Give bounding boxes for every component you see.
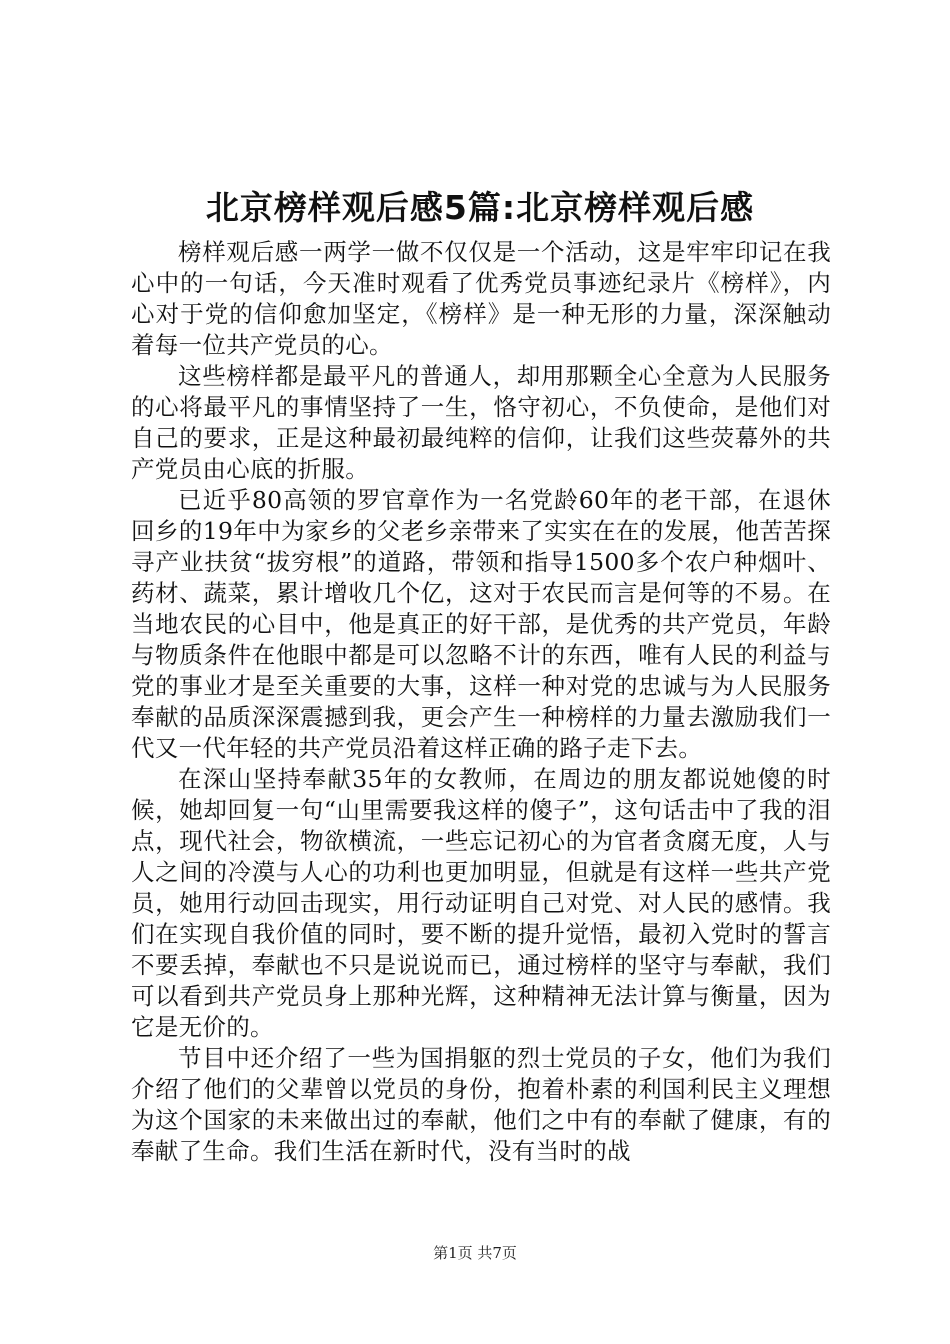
paragraph-1: 榜样观后感一两学一做不仅仅是一个活动，这是牢牢印记在我心中的一句话，今天准时观看了优秀党员事迹纪录片《榜样》，内心对于党的信仰愈加坚定，《榜样》是一种无形的力量，深深触动着每一位共产党员的心。 [131, 238, 831, 359]
document-body [131, 237, 831, 1167]
document-title: 北京榜样观后感5篇:北京榜样观后感 [205, 188, 755, 227]
paragraph-3: 已近乎80高领的罗官章作为一名党龄60年的老干部，在退休回乡的19年中为家乡的父老乡亲带来了实实在在的发展，他苦苦探寻产业扶贫“拔穷根”的道路，带领和指导1500多个农户种烟叶、药材、蔬菜，累计增收几个亿，这对于农民而言是何等的不易。在当地农民的心目中，他是真正的好干部，是优秀的共产党员，年龄与物质条件在他眼中都是可以忽略不计的东西，唯有人民的利益与党的事业才是至关重要的大事，这样一种对党的忠诚与为人民服务奉献的品质深深震撼到我，更会产生一种榜样的力量去激励我们一代又一代年轻的共产党员沿着这样正确的路子走下去。 [131, 486, 831, 762]
paragraph-5: 节目中还介绍了一些为国捐躯的烈士党员的子女，他们为我们介绍了他们的父辈曾以党员的身份，抱着朴素的利国利民主义理想为这个国家的未来做出过的奉献，他们之中有的奉献了健康，有的奉献了生命。我们生活在新时代，没有当时的战 [131, 1044, 831, 1165]
page-number-footer: 第1页 共7页 [433, 1244, 517, 1262]
paragraph-2: 这些榜样都是最平凡的普通人，却用那颗全心全意为人民服务的心将最平凡的事情坚持了一生，恪守初心，不负使命，是他们对自己的要求，正是这种最初最纯粹的信仰，让我们这些荧幕外的共产党员由心底的折服。 [131, 362, 831, 483]
paragraph-4: 在深山坚持奉献35年的女教师，在周边的朋友都说她傻的时候，她却回复一句“山里需要我这样的傻子”，这句话击中了我的泪点，现代社会，物欲横流，一些忘记初心的为官者贪腐无度，人与人之间的冷漠与人心的功利也更加明显，但就是有这样一些共产党员，她用行动回击现实，用行动证明自己对党、对人民的感情。我们在实现自我价值的同时，要不断的提升觉悟，最初入党时的誓言不要丢掉，奉献也不只是说说而已，通过榜样的坚守与奉献，我们可以看到共产党员身上那种光辉，这种精神无法计算与衡量，因为它是无价的。 [131, 765, 831, 1041]
